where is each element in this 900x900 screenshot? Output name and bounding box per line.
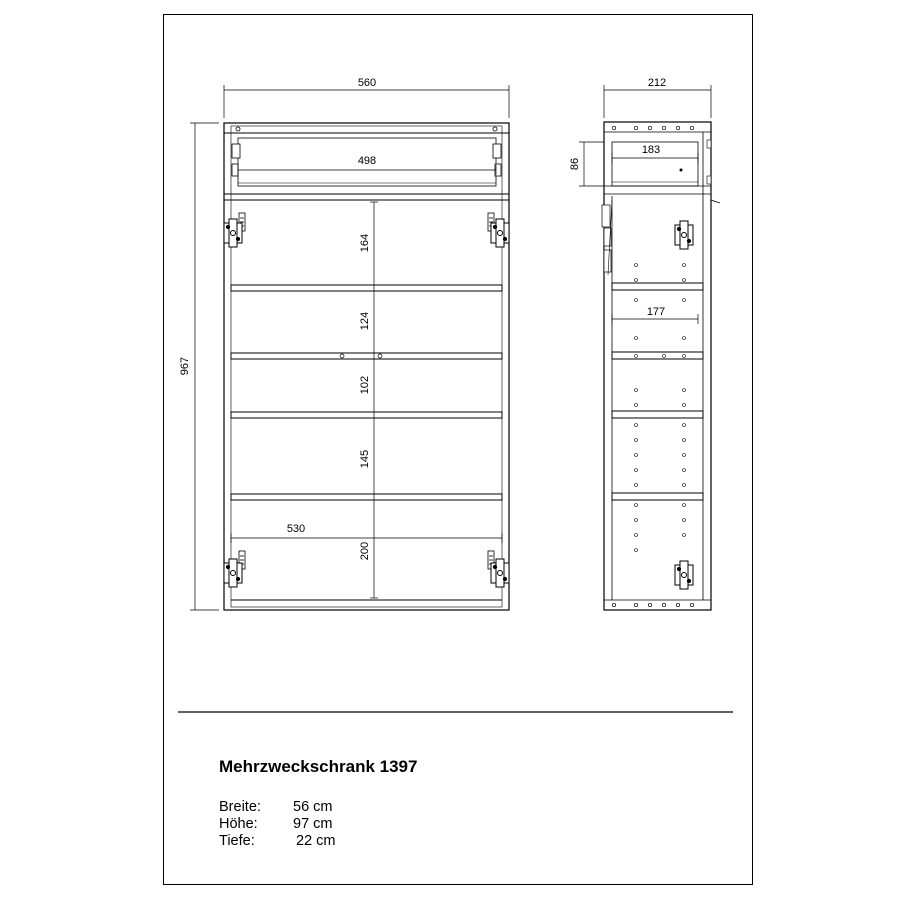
spec-list [219,799,366,850]
front-view [190,85,509,610]
front-height-label: 967 [179,356,191,376]
compartment-height-1: 164 [359,233,371,253]
spec-label: Tiefe: [219,833,255,849]
spec-row-width [219,799,366,816]
top-depth-label: 183 [641,144,661,156]
spec-value: 97 cm [293,816,333,832]
compartment-height-4: 145 [359,449,371,469]
shelf-depth-label: 177 [646,306,666,318]
spec-label: Breite: [219,799,261,815]
top-height-label: 86 [569,157,581,171]
inner-width-label: 498 [357,155,377,167]
side-depth-label: 212 [647,77,667,89]
front-width-label: 560 [357,77,377,89]
spec-row-height [219,816,366,833]
side-view [579,85,720,610]
compartment-height-2: 124 [359,311,371,331]
spec-row-depth [219,833,366,850]
compartment-height-5: 200 [359,541,371,561]
spec-value: 22 cm [296,833,336,849]
bottom-width-label: 530 [286,523,306,535]
product-title: Mehrzweckschrank 1397 [219,757,418,776]
spec-value: 56 cm [293,799,333,815]
spec-label: Höhe: [219,816,258,832]
compartment-height-3: 102 [359,375,371,395]
